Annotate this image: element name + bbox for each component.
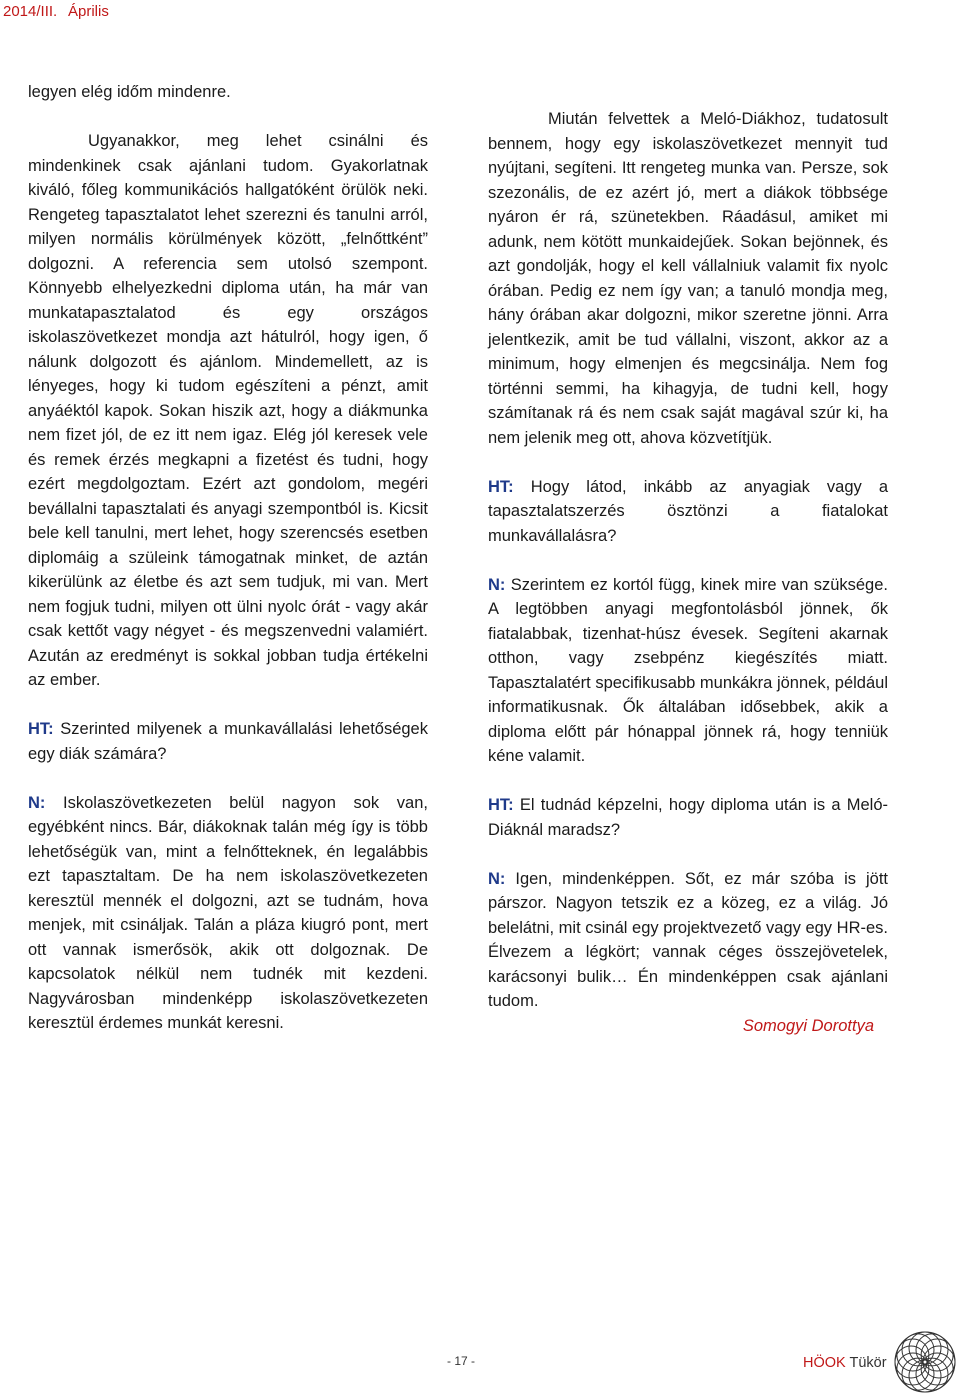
page-number: - 17 -: [447, 1354, 476, 1368]
author-signature: Somogyi Dorottya: [742, 1016, 874, 1035]
interviewer-tag: HT:: [488, 477, 514, 496]
brand-part-1: HÖOK: [803, 1355, 846, 1371]
issue-number: 2014/III.: [3, 3, 58, 20]
question-text: El tudnád képzelni, hogy diploma után is a Meló-Diáknál maradsz?: [488, 796, 888, 839]
answer-text: Iskolaszövetkezeten belül nagyon sok van, egyébként nincs. Bár, diákoknak talán még így is több lehetőségük van, mint a felnőtteknek, én legalábbis ezt tapasztaltam. De ha nem iskolaszövetkezeten keresztül mennék el dolgozni, azt se tudnám, hova menjek, mit csináljak. Talán a pláza kiugró pont, mert ott vannak ismerősök, akik ott dolgoznak. De kapcsolatok nélkül nem tudnék mit kezdeni. Nagyvárosban mindenképp iskolaszövetkezeten keresztül érdemes munkát keresni.: [28, 793, 428, 1032]
magazine-brand: [803, 1355, 887, 1371]
flower-of-life-icon: [893, 1330, 957, 1394]
right-column: [488, 107, 888, 1063]
answer-text: Szerintem ez kortól függ, kinek mire van szüksége. A legtöbben anyagi megfontolásból jönnek, ők fiatalabbak, tizenhat-húsz évesek. Segíteni akarnak otthon, vagy zsebpénz kiegészítés miatt. Tapasztalatért specifikusabb munkákra jönnek, például informatikusnak. Ők általában idősebbek, akik a diploma előtt pár hónappal jönnek rá, hogy tenniük kéne valamit.: [488, 575, 888, 765]
answer: [488, 573, 888, 769]
paragraph: legyen elég időm mindenre.: [28, 83, 231, 101]
question: [488, 793, 888, 842]
question-text: Hogy látod, inkább az anyagiak vagy a tapasztalatszerzés ösztönzi a fiatalokat munkavállalásra?: [488, 477, 888, 545]
answer-text: Igen, mindenképpen. Sőt, ez már szóba is jött párszor. Nagyon tetszik ez a közeg, ez a világ. Jó belelátni, mit csinál egy projektvezető vagy egy HR-es. Élvezem a légkört; vannak céges összejövetelek, karácsonyi bulik… Én mindenképpen csak ajánlani tudom.: [488, 869, 888, 1010]
left-column: [28, 80, 428, 1060]
interviewer-tag: HT:: [28, 720, 54, 738]
question: [28, 717, 428, 766]
question: [488, 475, 888, 549]
interviewee-tag: N:: [28, 793, 46, 812]
paragraph: Miután felvettek a Meló-Diákhoz, tudatosult bennem, hogy egy iskolaszövetkezet mennyit tud nyújtani, segíteni. Itt rengeteg munka van. Persze, sok szezonális, de ez azért jó, mert a diákok többsége nyáron ér rá, szünetekben. Ráadásul, amiket mi adunk, nem kötött munkaidejűek. Sokan bejönnek, és azt gondolják, hogy el kell vállalniuk valamit fix nyolc órában. Pedig ez nem így van; a tanuló mondja meg, hány órában akar dolgozni, mikor szeretne jönni. Arra jelentkezik, amit be tud vállalni, viszont, akkor az a minimum, hogy elmenjen és megcsinálja. Nem fog történni semmi, ha kihagyja, de tudni kell, hogy számítanak rá és nem csak saját magával szúr ki, ha nem jelenik meg ott, ahova közvetítjük.: [488, 110, 888, 447]
interviewee-tag: N:: [488, 575, 506, 594]
issue-month: Április: [68, 3, 109, 20]
answer: [28, 791, 428, 1036]
paragraph: Ugyanakkor, meg lehet csinálni és mindenkinek csak ajánlani tudom. Gyakorlatnak kiváló, főleg kommunikációs hallgatóként örülök neki. Rengeteg tapasztalatot lehet szerezni és tanulni arról, milyen normális körülmények között, „felnőttként” dolgozni. A referencia sem utolsó szempont. Könnyebb elhelyezkedni diploma után, ha már van munkatapasztalatod és egy országos iskolaszövetkezet mondja azt hátulról, hogy igen, ő nálunk dolgozott és ajánlom. Mindemellett, az is lényeges, hogy ki tudom egészíteni a pénzt, amit anyáéktól kapok. Sokan hiszik azt, hogy a diákmunka nem fizet jól, de ez itt nem igaz. Elég jól keresek vele és remek érzés megkapni a fizetést és tudni, hogy ezért megdolgoztam. Ezért azt gondolom, megéri bevállalni tapasztalati és anyagi szempontból is. Kicsit bele kell tanulni, mert lehet, hogy szerencsés esetben diplomáig a szüleink támogatnak minket, de aztán kikerülünk az életbe és azt sem tudjuk, mi van. Mert nem fogjuk tudni, milyen ott ülni nyolc órát - vagy akár csak kettőt vagy négyet - és megszenvedni valamiért. Azután az eredményt is sokkal jobban tudja értékelni az ember.: [28, 132, 428, 689]
interviewee-tag: N:: [488, 869, 506, 888]
interviewer-tag: HT:: [488, 796, 514, 814]
question-text: Szerinted milyenek a munkavállalási lehetőségek egy diák számára?: [28, 720, 428, 763]
answer: [488, 867, 888, 1014]
brand-part-2: Tükör: [845, 1355, 887, 1371]
page-header: [0, 0, 960, 24]
